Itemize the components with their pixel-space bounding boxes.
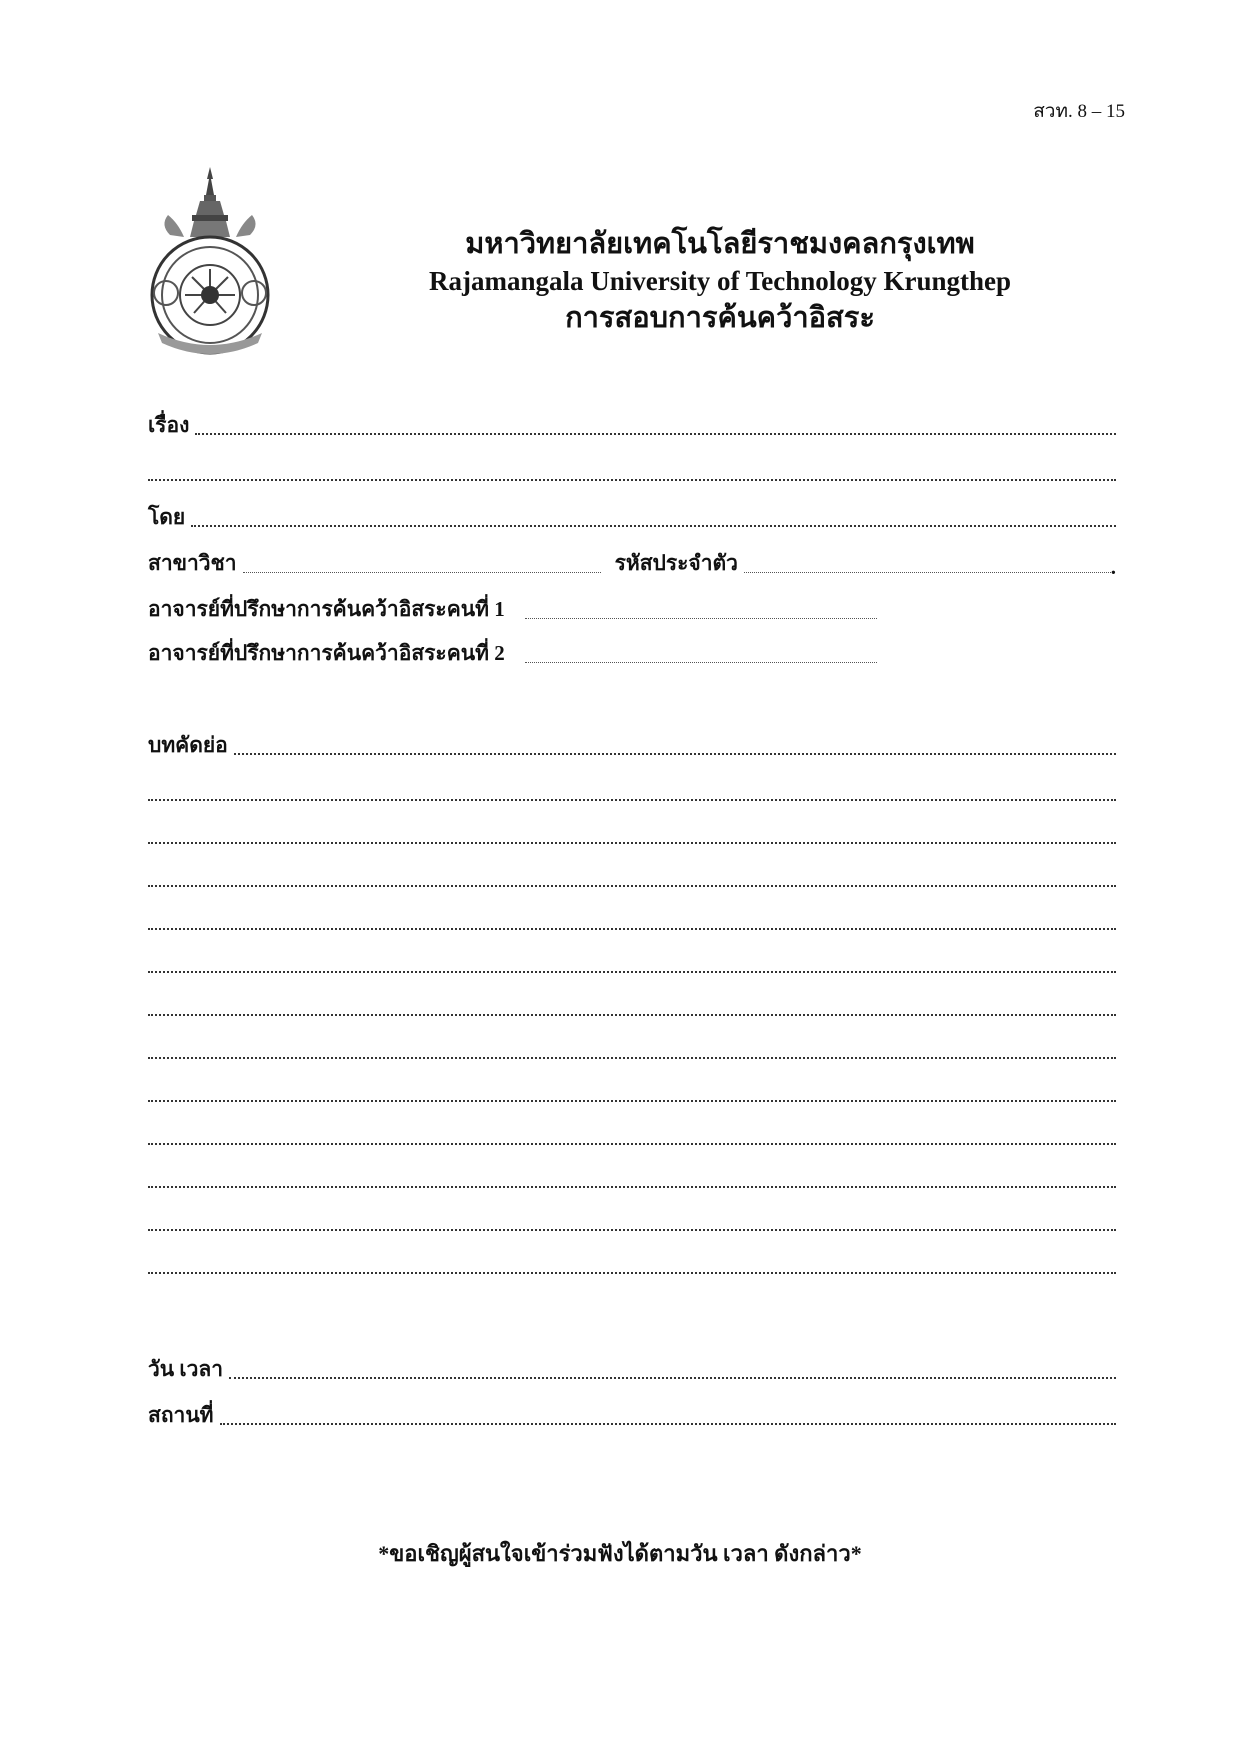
abstract-line-field[interactable] [148, 885, 1116, 887]
abstract-line [148, 1118, 1116, 1152]
topic-field[interactable] [195, 433, 1116, 435]
form-code: สวท. 8 – 15 [1033, 101, 1125, 122]
abstract-line [148, 1075, 1116, 1109]
abstract-label: บทคัดย่อ [148, 733, 228, 757]
advisor2-label: อาจารย์ที่ปรึกษาการค้นคว้าอิสระคนที่ 2 [148, 641, 505, 665]
abstract-line-field[interactable] [148, 799, 1116, 801]
major-label: สาขาวิชา [148, 551, 237, 575]
abstract-line-field[interactable] [148, 842, 1116, 844]
abstract-line-field[interactable] [148, 1014, 1116, 1016]
abstract-line-field[interactable] [148, 971, 1116, 973]
student-id-field[interactable] [744, 572, 1111, 573]
datetime-field[interactable] [229, 1377, 1116, 1379]
place-field[interactable] [220, 1423, 1116, 1425]
author-label: โดย [148, 505, 186, 529]
title-block [280, 226, 1160, 337]
abstract-row [148, 728, 1116, 762]
invitation-note: *ขอเชิญผู้สนใจเข้าร่วมฟังได้ตามวัน เวลา ดังกล่าว* [378, 1541, 862, 1566]
place-row [148, 1398, 1116, 1432]
abstract-line [148, 989, 1116, 1023]
abstract-line [148, 1247, 1116, 1281]
abstract-line-field[interactable] [148, 1186, 1116, 1188]
university-seal-graphic [140, 165, 280, 355]
student-id-end-mark: . [1110, 555, 1116, 579]
abstract-line [148, 1161, 1116, 1195]
abstract-line [148, 1032, 1116, 1066]
datetime-label: วัน เวลา [148, 1357, 224, 1381]
abstract-line-field[interactable] [148, 1100, 1116, 1102]
topic-field-continued[interactable] [148, 479, 1116, 481]
abstract-line [148, 817, 1116, 851]
abstract-line [148, 774, 1116, 808]
abstract-line-field[interactable] [148, 1272, 1116, 1274]
abstract-line-field[interactable] [148, 1143, 1116, 1145]
exam-title: การสอบการค้นคว้าอิสระ [565, 302, 875, 334]
place-label: สถานที่ [148, 1403, 214, 1427]
major-id-row [148, 546, 1116, 580]
author-row [148, 500, 1116, 534]
topic-label: เรื่อง [148, 413, 190, 437]
abstract-line-field[interactable] [148, 1057, 1116, 1059]
advisor2-field[interactable] [525, 662, 877, 663]
major-field[interactable] [243, 572, 601, 573]
abstract-line [148, 903, 1116, 937]
author-field[interactable] [191, 525, 1116, 527]
advisor2-row [148, 636, 1116, 670]
topic-row-continued [148, 454, 1116, 488]
abstract-line [148, 1204, 1116, 1238]
advisor1-row [148, 592, 1116, 626]
university-name-thai: มหาวิทยาลัยเทคโนโลยีราชมงคลกรุงเทพ [465, 228, 975, 260]
student-id-label: รหัสประจำตัว [614, 551, 738, 575]
abstract-line-field[interactable] [148, 1229, 1116, 1231]
advisor1-field[interactable] [525, 618, 877, 619]
datetime-row [148, 1352, 1116, 1386]
advisor1-label: อาจารย์ที่ปรึกษาการค้นคว้าอิสระคนที่ 1 [148, 597, 505, 621]
abstract-field[interactable] [234, 753, 1116, 755]
topic-row [148, 408, 1116, 442]
university-seal-icon [140, 165, 280, 355]
abstract-line [148, 946, 1116, 980]
abstract-line [148, 860, 1116, 894]
university-name-english: Rajamangala University of Technology Krungthep [428, 266, 1012, 296]
abstract-line-field[interactable] [148, 928, 1116, 930]
